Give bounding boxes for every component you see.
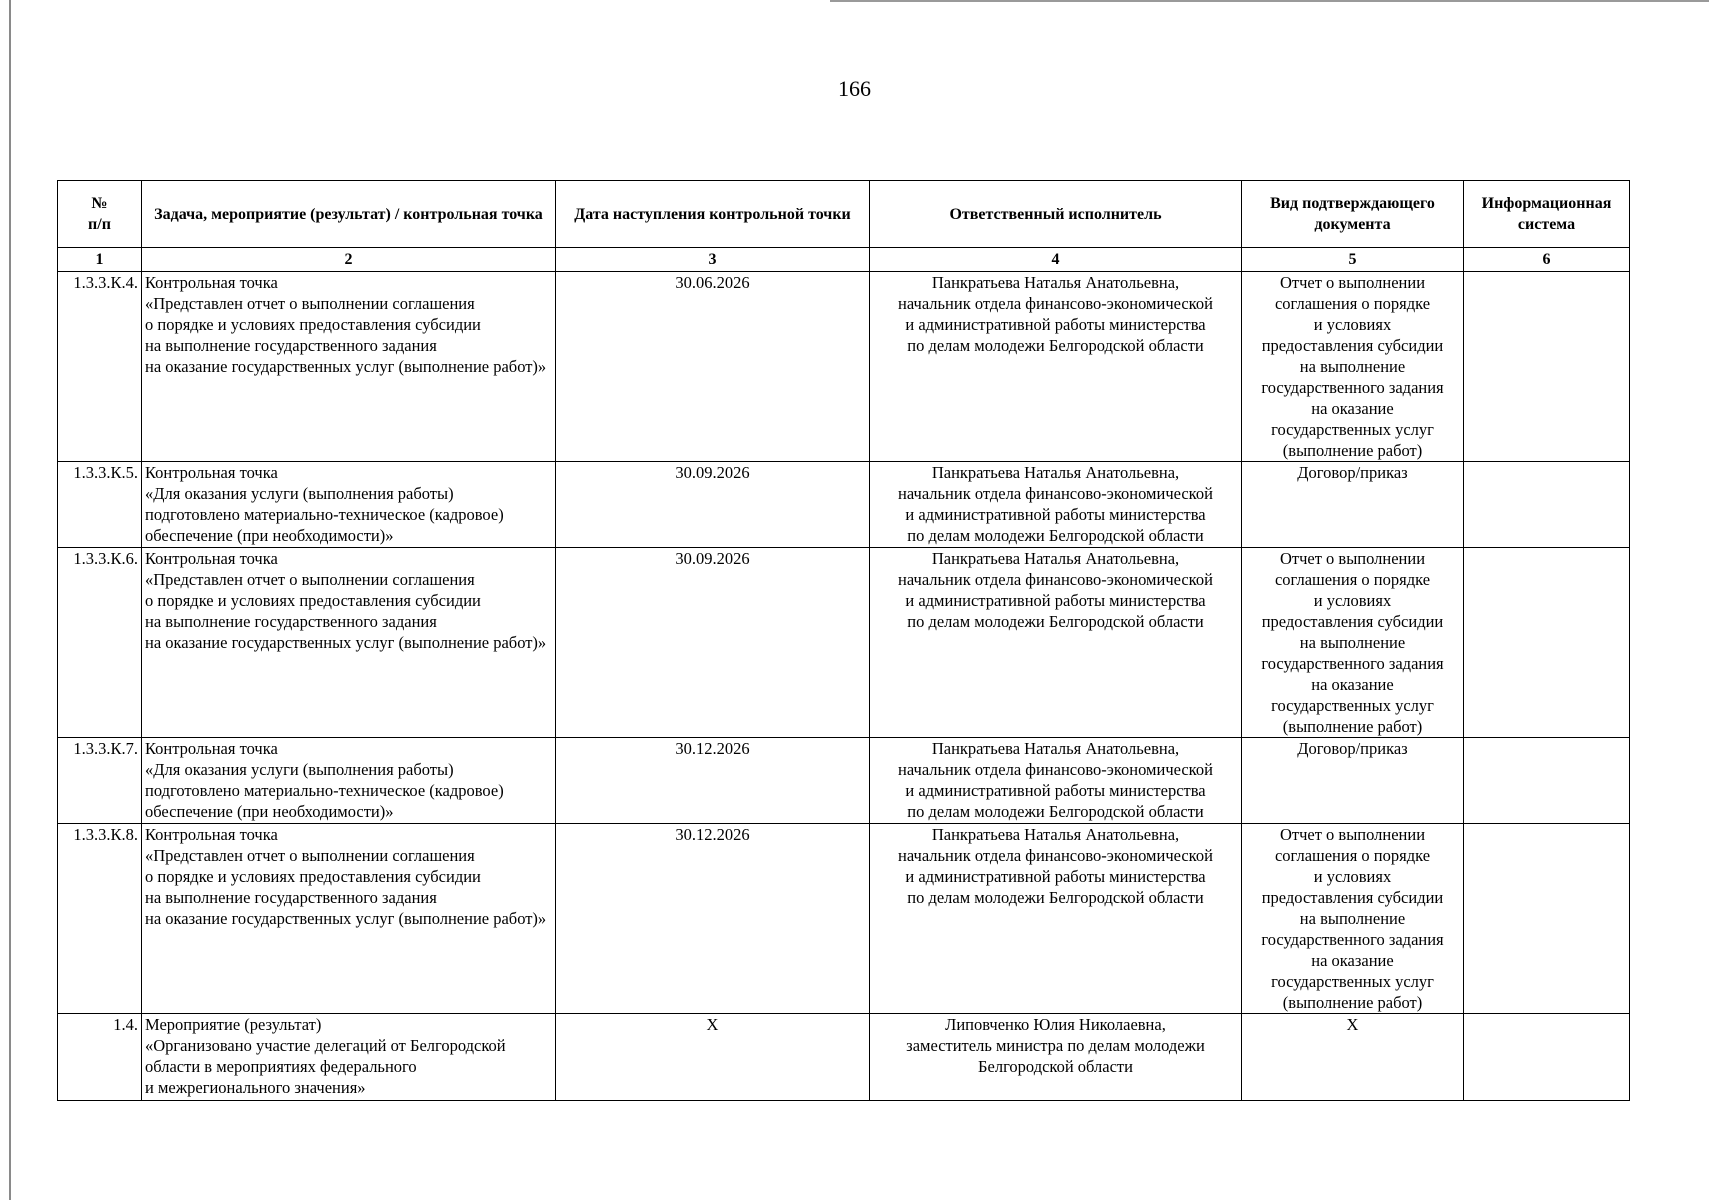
row-document: Отчет о выполнении соглашения о порядке и условиях предоставления субсидии на выполнение государственного задания на оказание государственных услуг (выполнение работ) xyxy=(1242,548,1464,738)
row-system xyxy=(1464,738,1630,824)
row-task: Контрольная точка «Для оказания услуги (выполнения работы) подготовлено материально-техническое (кадровое) обеспечение (при необходимости)» xyxy=(142,462,556,548)
row-date: 30.06.2026 xyxy=(556,272,870,462)
header-num: № п/п xyxy=(58,181,142,248)
row-date: 30.12.2026 xyxy=(556,824,870,1014)
table-row xyxy=(58,824,1630,1014)
row-number: 1.3.3.К.7. xyxy=(58,738,142,824)
header-system: Информационная система xyxy=(1464,181,1630,248)
row-number: 1.3.3.К.4. xyxy=(58,272,142,462)
page-number: 166 xyxy=(838,76,871,101)
row-responsible: Панкратьева Наталья Анатольевна, начальник отдела финансово-экономической и административной работы министерства по делам молодежи Белгородской области xyxy=(870,548,1242,738)
table-header-row xyxy=(58,181,1630,248)
scan-top-rule xyxy=(830,0,1709,2)
column-number: 1 xyxy=(58,248,142,272)
column-number-row xyxy=(58,248,1630,272)
row-task: Контрольная точка «Представлен отчет о выполнении соглашения о порядке и условиях предоставления субсидии на выполнение государственного задания на оказание государственных услуг (выполнение работ)» xyxy=(142,272,556,462)
row-number: 1.3.3.К.8. xyxy=(58,824,142,1014)
row-date: 30.09.2026 xyxy=(556,548,870,738)
row-task: Контрольная точка «Представлен отчет о выполнении соглашения о порядке и условиях предоставления субсидии на выполнение государственного задания на оказание государственных услуг (выполнение работ)» xyxy=(142,824,556,1014)
column-number: 4 xyxy=(870,248,1242,272)
row-document: Договор/приказ xyxy=(1242,462,1464,548)
row-document: Договор/приказ xyxy=(1242,738,1464,824)
header-document: Вид подтверждающего документа xyxy=(1242,181,1464,248)
table-row xyxy=(58,738,1630,824)
header-task: Задача, мероприятие (результат) / контрольная точка xyxy=(142,181,556,248)
row-system xyxy=(1464,272,1630,462)
row-responsible: Панкратьева Наталья Анатольевна, начальник отдела финансово-экономической и административной работы министерства по делам молодежи Белгородской области xyxy=(870,272,1242,462)
table-row xyxy=(58,548,1630,738)
row-responsible: Липовченко Юлия Николаевна, заместитель министра по делам молодежи Белгородской области xyxy=(870,1014,1242,1101)
header-responsible: Ответственный исполнитель xyxy=(870,181,1242,248)
column-number: 3 xyxy=(556,248,870,272)
row-system xyxy=(1464,824,1630,1014)
column-number: 6 xyxy=(1464,248,1630,272)
row-system xyxy=(1464,1014,1630,1101)
row-document: Отчет о выполнении соглашения о порядке и условиях предоставления субсидии на выполнение государственного задания на оказание государственных услуг (выполнение работ) xyxy=(1242,824,1464,1014)
row-number: 1.3.3.К.6. xyxy=(58,548,142,738)
table-row xyxy=(58,462,1630,548)
control-points-table xyxy=(57,180,1630,1101)
row-responsible: Панкратьева Наталья Анатольевна, начальник отдела финансово-экономической и административной работы министерства по делам молодежи Белгородской области xyxy=(870,462,1242,548)
table-row xyxy=(58,272,1630,462)
column-number: 2 xyxy=(142,248,556,272)
scan-left-rule xyxy=(9,0,11,1200)
row-number: 1.3.3.К.5. xyxy=(58,462,142,548)
row-date: 30.09.2026 xyxy=(556,462,870,548)
row-document: Отчет о выполнении соглашения о порядке и условиях предоставления субсидии на выполнение государственного задания на оказание государственных услуг (выполнение работ) xyxy=(1242,272,1464,462)
row-task: Контрольная точка «Представлен отчет о выполнении соглашения о порядке и условиях предоставления субсидии на выполнение государственного задания на оказание государственных услуг (выполнение работ)» xyxy=(142,548,556,738)
row-date: 30.12.2026 xyxy=(556,738,870,824)
header-date: Дата наступления контрольной точки xyxy=(556,181,870,248)
row-number: 1.4. xyxy=(58,1014,142,1101)
row-system xyxy=(1464,548,1630,738)
row-task: Контрольная точка «Для оказания услуги (выполнения работы) подготовлено материально-техническое (кадровое) обеспечение (при необходимости)» xyxy=(142,738,556,824)
row-responsible: Панкратьева Наталья Анатольевна, начальник отдела финансово-экономической и административной работы министерства по делам молодежи Белгородской области xyxy=(870,824,1242,1014)
row-responsible: Панкратьева Наталья Анатольевна, начальник отдела финансово-экономической и административной работы министерства по делам молодежи Белгородской области xyxy=(870,738,1242,824)
table-row xyxy=(58,1014,1630,1101)
row-document: X xyxy=(1242,1014,1464,1101)
column-number: 5 xyxy=(1242,248,1464,272)
row-date: X xyxy=(556,1014,870,1101)
row-system xyxy=(1464,462,1630,548)
row-task: Мероприятие (результат) «Организовано участие делегаций от Белгородской области в мероприятиях федерального и межрегионального значения» xyxy=(142,1014,556,1101)
